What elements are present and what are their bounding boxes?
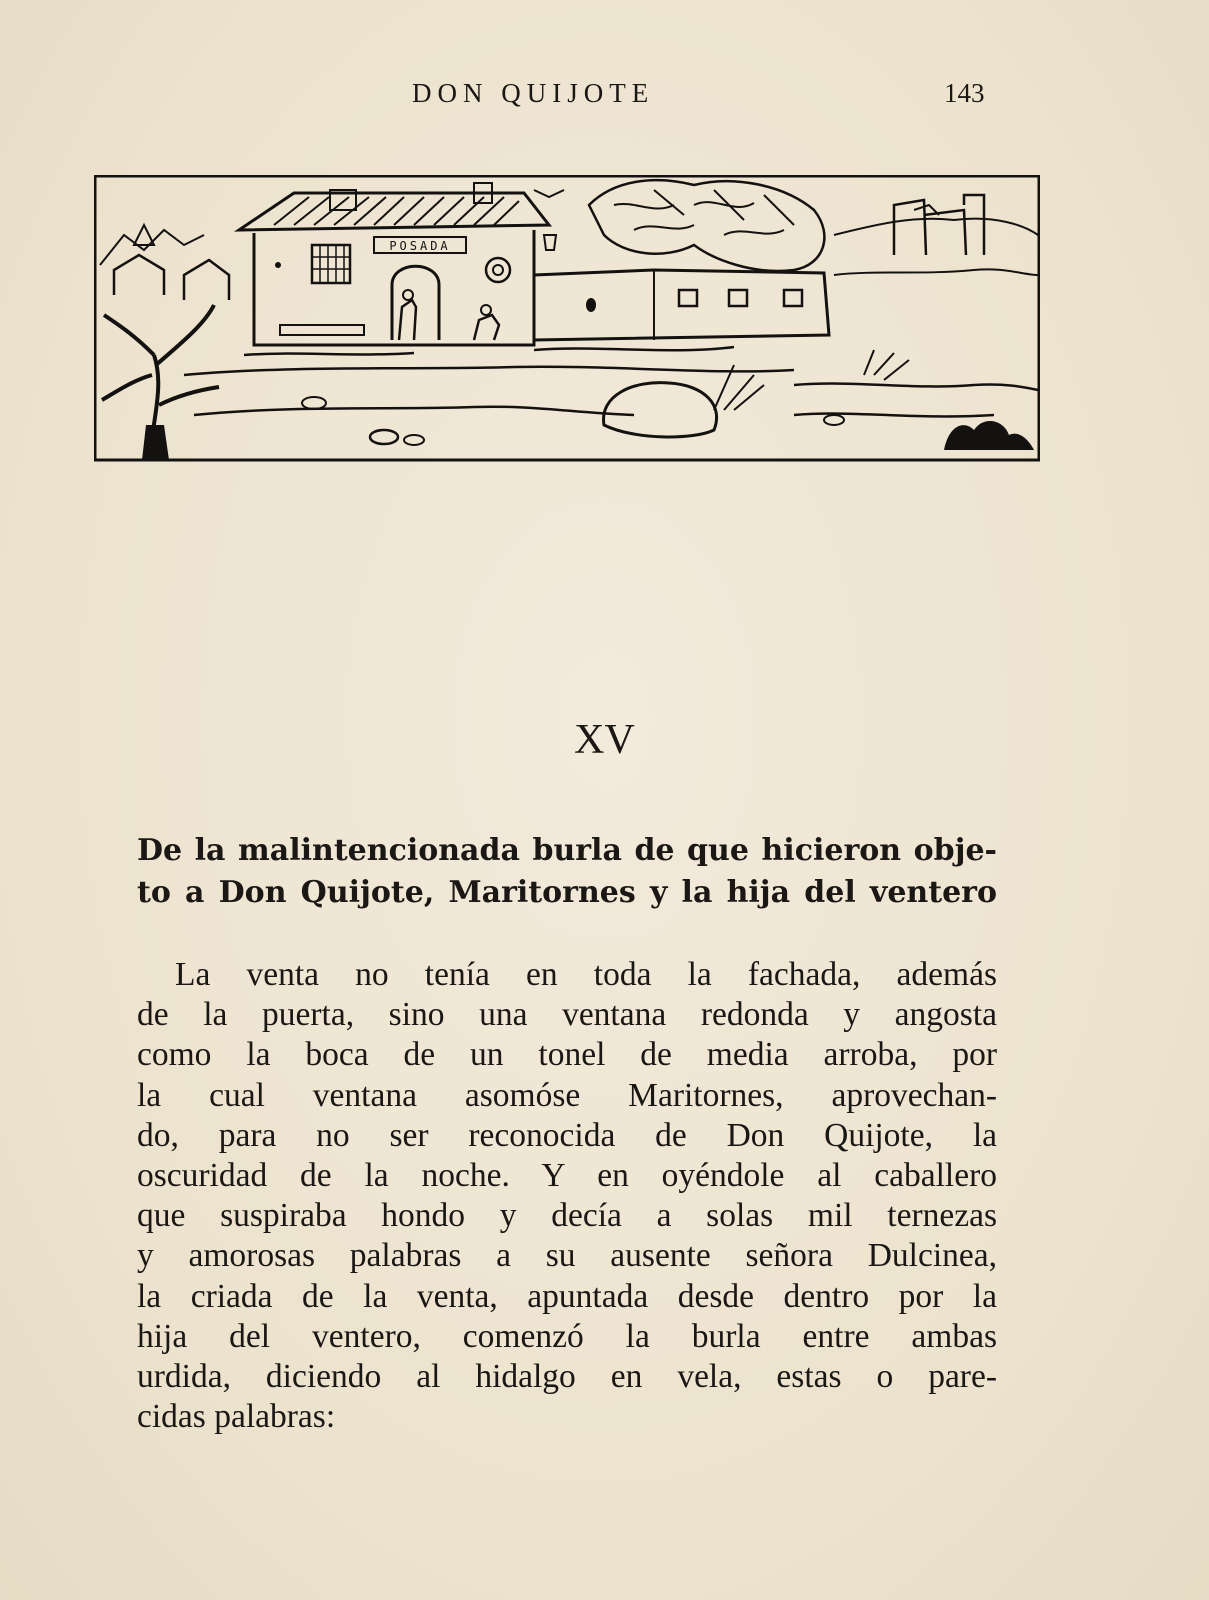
body-line: que suspiraba hondo y decía a solas mil ternezas	[137, 1197, 997, 1235]
body-line: y amorosas palabras a su ausente señora Dulcinea,	[137, 1237, 997, 1275]
body-line: oscuridad de la noche. Y en oyéndole al caballero	[137, 1156, 997, 1194]
body-line: la criada de la venta, apuntada desde dentro por la	[137, 1277, 997, 1315]
body-line: de la puerta, sino una ventana redonda y angosta	[137, 996, 997, 1034]
inn-illustration	[94, 175, 1040, 463]
page-number: 143	[944, 78, 985, 108]
body-line: hija del ventero, comenzó la burla entre ambas	[137, 1317, 997, 1355]
body-paragraph	[137, 955, 997, 1437]
running-head	[0, 78, 1209, 114]
chapter-number: XV	[574, 717, 635, 763]
body-line: do, para no ser reconocida de Don Quijote, la	[137, 1116, 997, 1154]
body-line: cidas palabras:	[137, 1398, 336, 1436]
chapter-title-line: De la malintencionada burla de que hicieron obje-	[137, 833, 997, 868]
chapter-title-line: to a Don Quijote, Maritornes y la hija del ventero	[137, 875, 997, 910]
body-line: La venta no tenía en toda la fachada, además	[175, 956, 997, 993]
body-line: urdida, diciendo al hidalgo en vela, estas o pare-	[137, 1357, 997, 1395]
posada-sign: POSADA	[389, 239, 451, 253]
running-title: DON QUIJOTE	[412, 78, 655, 108]
body-line: como la boca de un tonel de media arroba, por	[137, 1036, 997, 1074]
chapter-title	[137, 830, 997, 914]
body-line: la cual ventana asomóse Maritornes, aprovechan-	[137, 1076, 997, 1114]
